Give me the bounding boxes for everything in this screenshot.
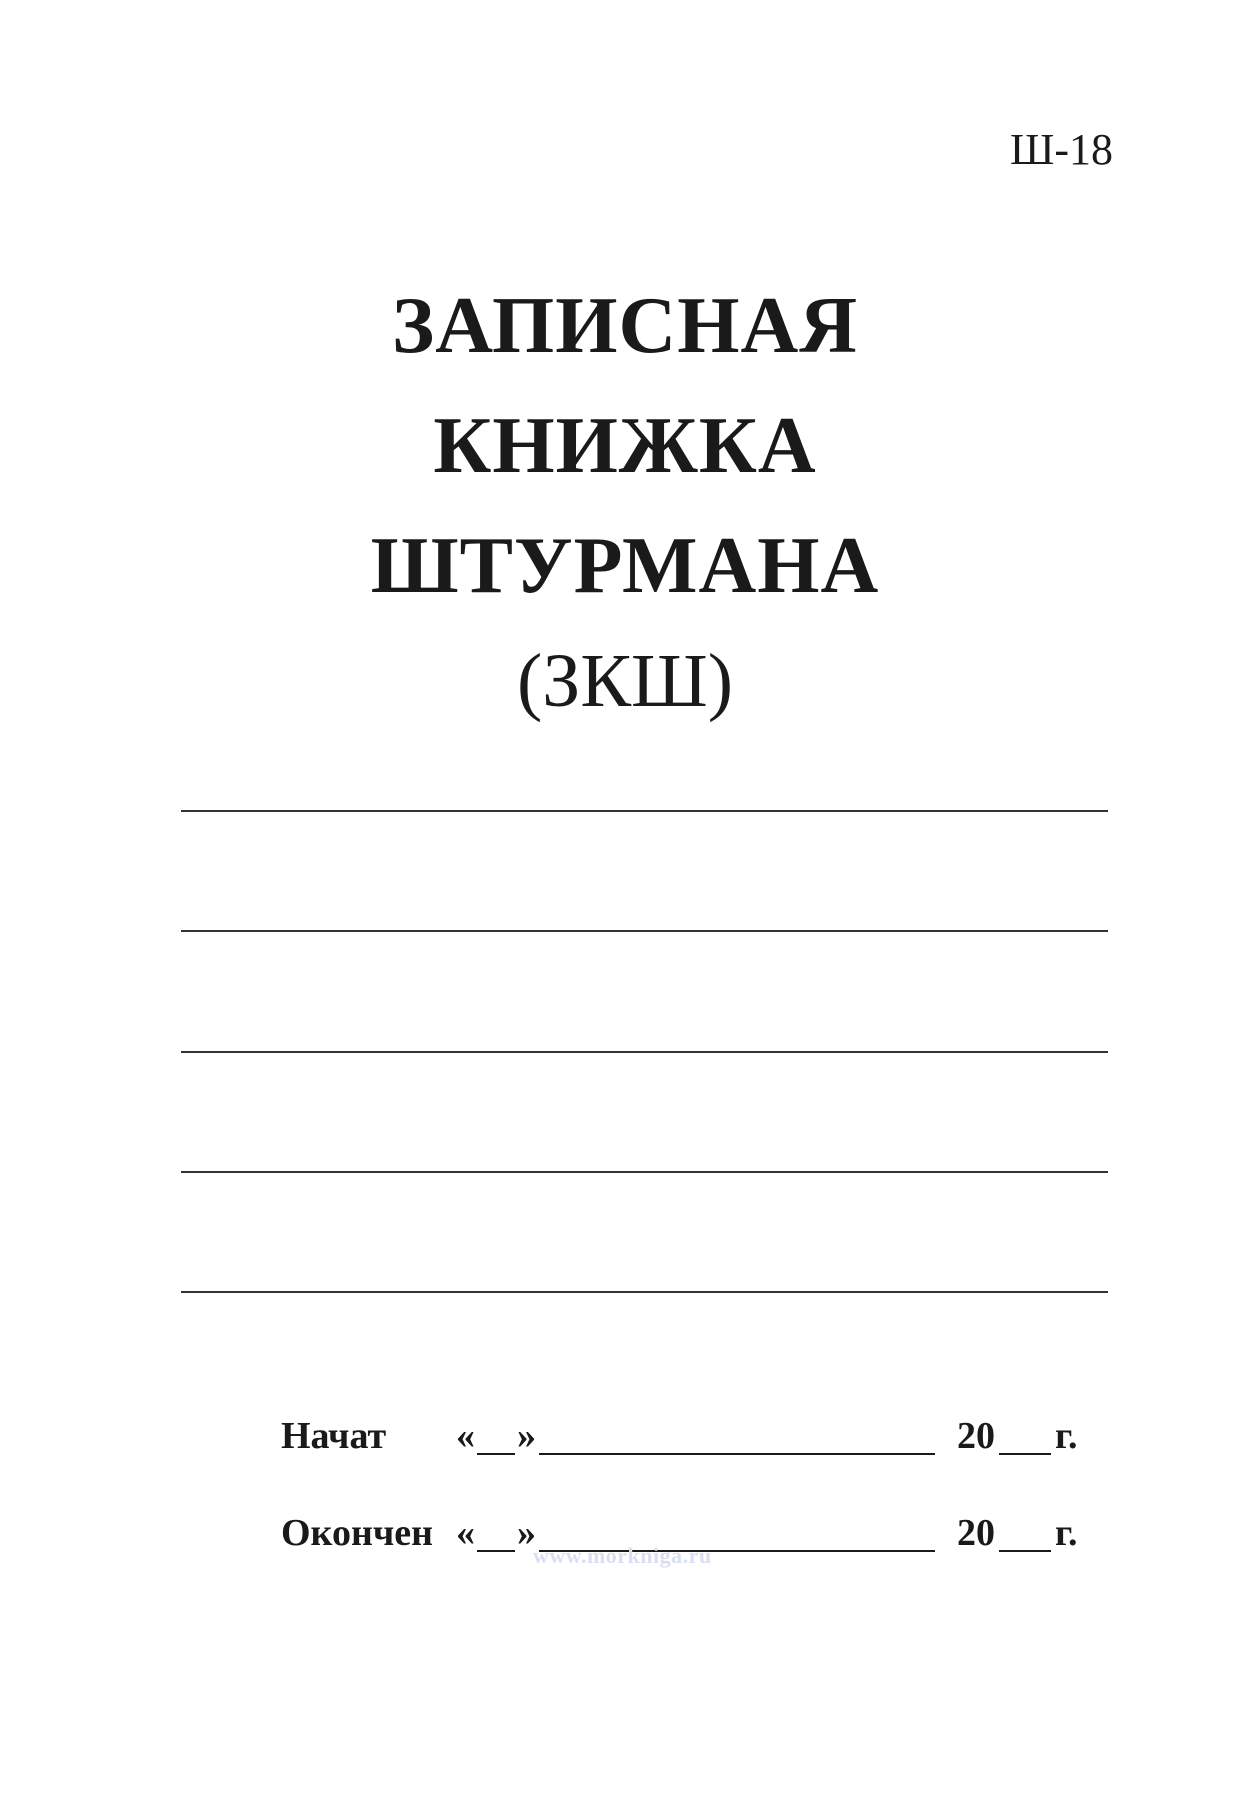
started-date-row: [281, 1405, 1081, 1455]
year-blank: [999, 1453, 1051, 1455]
day-blank: [477, 1550, 515, 1552]
started-label: Начат: [281, 1415, 387, 1457]
title-line-1: ЗАПИСНАЯ: [391, 282, 858, 370]
year-suffix: г.: [1055, 1512, 1078, 1554]
year-suffix: г.: [1055, 1415, 1078, 1457]
year-blank: [999, 1550, 1051, 1552]
open-quote: «: [456, 1512, 475, 1554]
month-blank: [539, 1453, 935, 1455]
blank-rule-3: [181, 1051, 1108, 1053]
open-quote: «: [456, 1415, 475, 1457]
form-code: Ш-18: [1009, 125, 1113, 174]
blank-rule-4: [181, 1171, 1108, 1173]
blank-rule-2: [181, 930, 1108, 932]
title-abbreviation: (ЗКШ): [516, 639, 734, 723]
close-quote: »: [517, 1415, 536, 1457]
title-line-3: ШТУРМАНА: [370, 522, 880, 610]
watermark: www.morkniga.ru: [533, 1543, 712, 1568]
blank-rule-5: [181, 1291, 1108, 1293]
year-prefix: 20: [957, 1415, 995, 1457]
title-block: [0, 266, 1250, 736]
blank-rule-1: [181, 810, 1108, 812]
ended-label: Окончен: [281, 1512, 434, 1554]
day-blank: [477, 1453, 515, 1455]
year-prefix: 20: [957, 1512, 995, 1554]
close-quote: »: [517, 1512, 536, 1554]
title-line-2: КНИЖКА: [433, 402, 817, 490]
